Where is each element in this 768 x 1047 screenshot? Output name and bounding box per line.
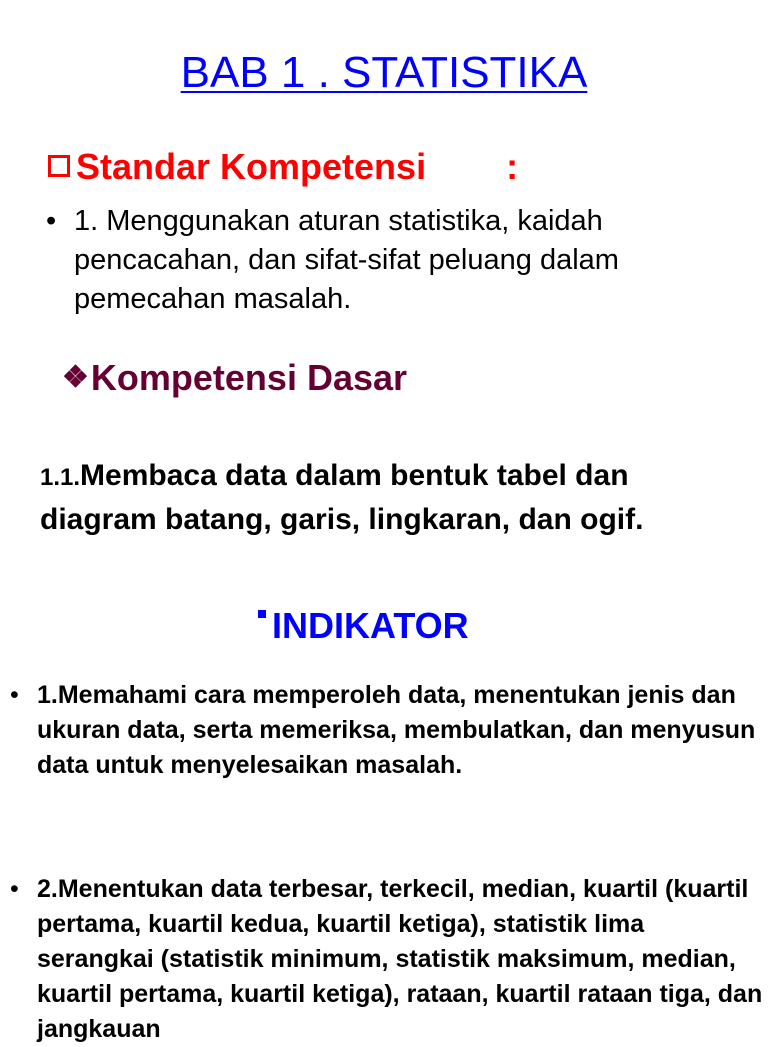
kompetensi-dasar-text: Membaca data dalam bentuk tabel dan diagram batang, garis, lingkaran, dan ogif. (40, 459, 644, 536)
indikator-text-2: 2.Menentukan data terbesar, terkecil, median, kuartil (kuartil pertama, kuartil kedua, kuartil ketiga), statistik lima serangkai (statistik minimum, statistik maksimum, median, kuartil pertama, kuartil ketiga), rataan, kuartil rataan tiga, dan jangkauan (37, 875, 763, 1043)
standar-kompetensi-item (46, 202, 746, 319)
kompetensi-dasar-heading (62, 356, 407, 400)
standar-kompetensi-heading (48, 145, 518, 189)
kompetensi-dasar-number: 1.1. (40, 464, 81, 491)
standar-kompetensi-label: Standar Kompetensi (76, 146, 427, 187)
indikator-label: INDIKATOR (272, 605, 469, 646)
standar-kompetensi-text: 1. Menggunakan aturan statistika, kaidah pencacahan, dan sifat-sifat peluang dalam pemecahan masalah. (74, 205, 619, 315)
bullet-icon: • (46, 205, 57, 237)
list-item (10, 678, 765, 783)
small-filled-square-icon (258, 610, 266, 618)
bullet-icon: • (10, 875, 19, 903)
four-diamond-star-icon: ❖ (62, 361, 89, 394)
bullet-icon: • (10, 681, 19, 709)
kompetensi-dasar-label: Kompetensi Dasar (90, 357, 408, 398)
page-title: BAB 1 . STATISTIKA (180, 48, 588, 97)
list-item (10, 872, 765, 1047)
kompetensi-dasar-item (40, 455, 750, 541)
indikator-text-1: 1.Memahami cara memperoleh data, menentukan jenis dan ukuran data, serta memeriksa, membulatkan, dan menyusun data untuk menyelesaikan masalah. (37, 681, 756, 779)
hollow-square-icon (48, 155, 70, 177)
standar-kompetensi-colon: : (506, 146, 519, 187)
indikator-heading (258, 604, 469, 648)
